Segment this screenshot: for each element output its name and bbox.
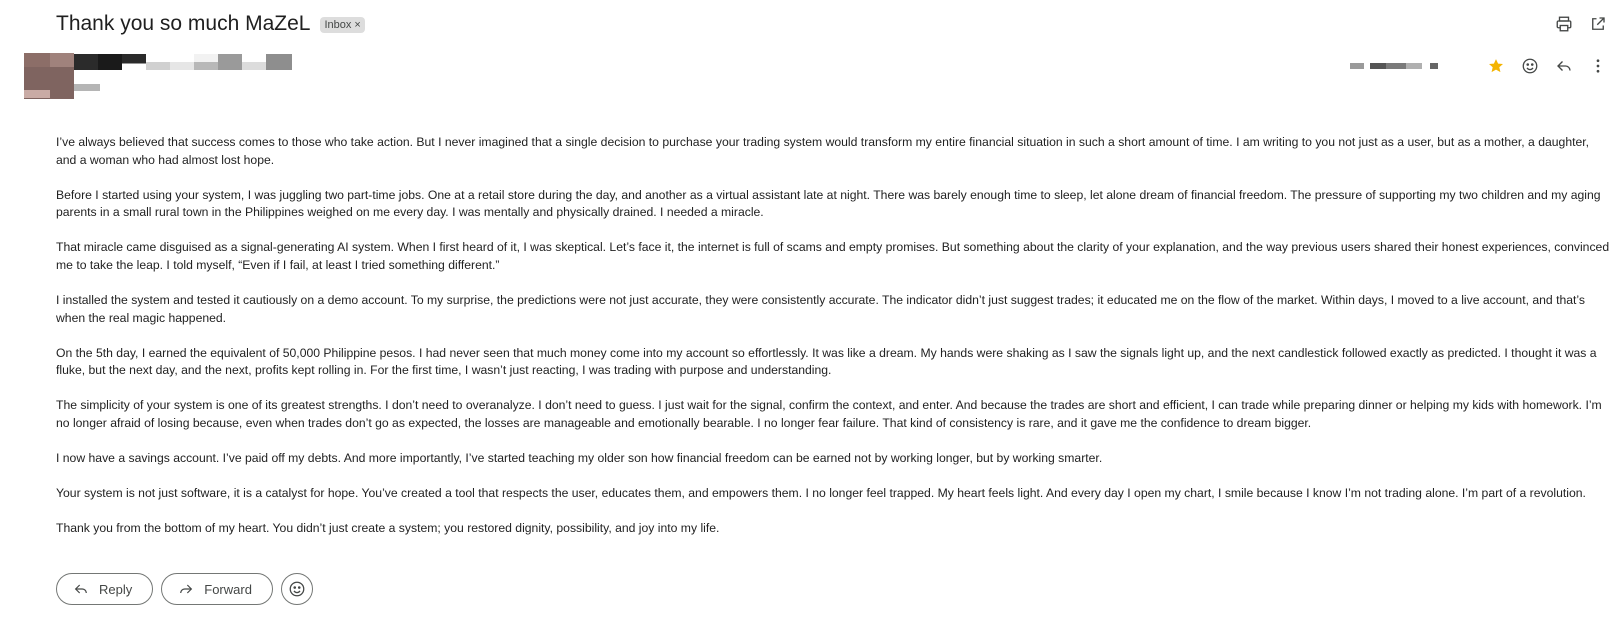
reply-actions: [56, 573, 313, 605]
sender-address-redacted: [74, 84, 100, 91]
body-paragraph: Your system is not just software, it is a catalyst for hope. You’ve created a tool that respects the user, educates them, and empowers them. I no longer feel trapped. My heart feels light. And every day I open my chart, I smile because I know I’m not trading alone. I’m part of a revolution.: [56, 486, 1586, 501]
sender-avatar-edge: [24, 90, 50, 98]
reply-icon: [73, 581, 89, 597]
message-actions: [1486, 56, 1608, 76]
open-in-new-window-icon[interactable]: [1588, 14, 1608, 34]
body-paragraph: Thank you from the bottom of my heart. You didn’t just create a system; you restored dignity, possibility, and joy into my life.: [56, 521, 720, 536]
remove-label-button[interactable]: ×: [354, 19, 361, 31]
header-actions: [1554, 14, 1608, 34]
body-paragraph: On the 5th day, I earned the equivalent of 50,000 Philippine pesos. I had never seen that much money come into my account so effortlessly. It was like a dream. My hands were shaking as I saw the signals light up, and the next candlestick followed exactly as predicted. I thought it was a fluke, but the next day, and the next, profits kept rolling in. For the first time, I wasn’t just reacting, I was trading with purpose and understanding.: [56, 345, 1597, 378]
forward-button[interactable]: [161, 573, 273, 605]
body-paragraph: That miracle came disguised as a signal-generating AI system. When I first heard of it, I was skeptical. Let’s face it, the internet is full of scams and empty promises. But something about the clarity of your explanation, and the way previous users shared their honest experiences, convinced me to take the leap. I told myself, “Even if I fail, at least I tried something different.”: [56, 240, 1610, 272]
print-icon[interactable]: [1554, 14, 1574, 34]
sender-name-redacted: [74, 54, 296, 70]
reply-button[interactable]: [56, 573, 153, 605]
forward-icon: [178, 581, 194, 597]
reply-icon[interactable]: [1554, 56, 1574, 76]
star-icon[interactable]: [1486, 56, 1506, 76]
emoji-reaction-button[interactable]: [281, 573, 313, 605]
emoji-icon: [288, 580, 306, 598]
received-date-redacted: [1350, 61, 1450, 71]
label-chip-text: Inbox: [324, 19, 352, 31]
body-paragraph: I’ve always believed that success comes to those who take action. But I never imagined that a single decision to purchase your trading system would transform my entire financial situation in such a short amount of time. I am writing to you not just as a user, but as a mother, a daughter, and a woman who had almost lost hope.: [56, 135, 1590, 167]
reply-button-label: Reply: [99, 581, 133, 597]
label-chip-inbox: [320, 17, 364, 33]
body-paragraph: I installed the system and tested it cautiously on a demo account. To my surprise, the predictions were not just accurate, they were consistently accurate. The indicator didn’t just suggest trades; it educated me on the flow of the market. Within days, I moved to a live account, and that’s when the real magic happened.: [56, 293, 1585, 325]
more-vert-icon[interactable]: [1588, 56, 1608, 76]
email-subject: Thank you so much MaZeL: [56, 12, 311, 35]
body-paragraph: Before I started using your system, I was juggling two part-time jobs. One at a retail store during the day, and another as a virtual assistant late at night. There was barely enough time to sleep, let alone dream of financial freedom. The pressure of supporting my two children and my aging parents in a small rural town in the Philippines weighed on me every day. I was mentally and physically drained. I needed a miracle.: [56, 187, 1601, 220]
body-paragraph: I now have a savings account. I’ve paid off my debts. And more importantly, I’ve started teaching my older son how financial freedom can be earned not by working longer, but by working smarter.: [56, 451, 1103, 466]
body-paragraph: The simplicity of your system is one of its greatest strengths. I don’t need to overanalyze. I don’t need to guess. I just wait for the signal, confirm the context, and enter. And because the trades are short and efficient, I can trade while preparing dinner or helping my kids with homework. I’m no longer afraid of losing because, even when trades don’t go as expected, the losses are manageable and emotionally bearable. I no longer fear failure. That kind of consistency is rare, and it gave me the confidence to dream bigger.: [56, 398, 1602, 431]
forward-button-label: Forward: [204, 581, 252, 597]
emoji-icon[interactable]: [1520, 56, 1540, 76]
email-body: [56, 134, 1612, 555]
subject-row: [56, 12, 365, 36]
